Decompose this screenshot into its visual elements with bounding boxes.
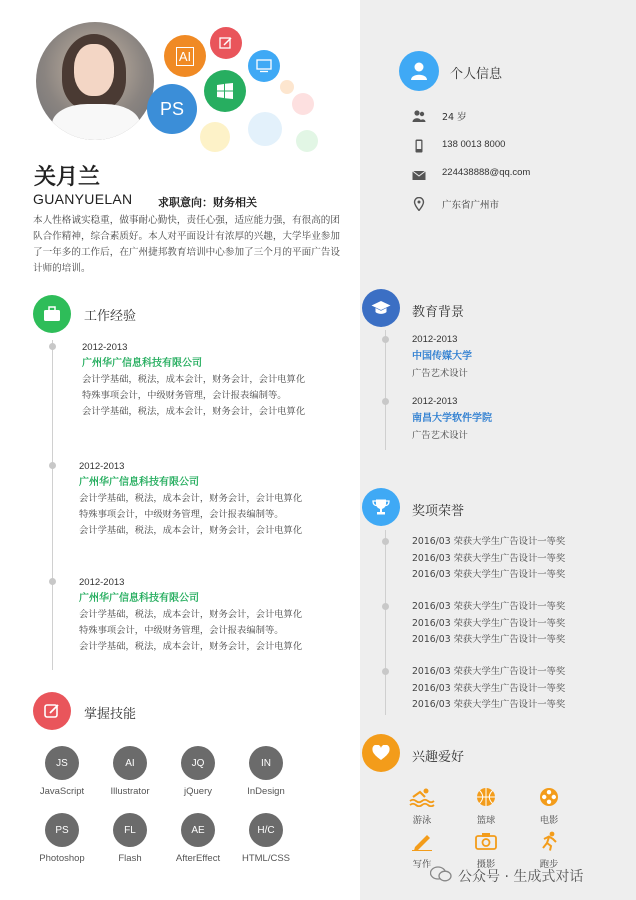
- job-desc: 会计学基础，税法，成本会计，财务会计，会计电算化: [79, 609, 303, 620]
- job-company: 广州华广信息科技有限公司: [79, 593, 199, 604]
- decor-circle: [292, 93, 314, 115]
- skill-badge: FL: [113, 813, 147, 847]
- skill-label: InDesign: [247, 786, 285, 797]
- self-intro: 本人性格诚实稳重，做事耐心勤快，责任心强，适应能力强，有很高的团队合作精神，综合素质好。本人对平面设计有浓厚的兴趣，大学毕业参加了一年多的工作后，在广州捷邦教育培训中心参加了三个月的平面广告设计师的培训。: [33, 215, 340, 274]
- section-title-personal: 个人信息: [450, 67, 503, 82]
- award-group: [412, 534, 565, 584]
- running-icon: [536, 830, 562, 852]
- job-entry: [79, 459, 339, 539]
- job-company: 广州华广信息科技有限公司: [82, 358, 202, 369]
- job-desc: 会计学基础，税法，成本会计，财务会计，会计电算化: [79, 493, 303, 504]
- watermark-text: 公众号 · 生成式对话: [458, 869, 584, 885]
- wechat-icon: [430, 866, 452, 886]
- hobby-item: [524, 830, 574, 870]
- job-company: 广州华广信息科技有限公司: [79, 477, 199, 488]
- skill-badge: JQ: [181, 746, 215, 780]
- info-age: 24 岁: [442, 112, 467, 123]
- skill-item: [226, 746, 306, 797]
- edu-major: 广告艺术设计: [412, 430, 468, 441]
- job-entry: [82, 340, 342, 420]
- skill-label: Illustrator: [110, 786, 150, 797]
- award-item: 2016/03 荣获大学生广告设计一等奖: [412, 617, 566, 629]
- skill-badge: AI: [113, 746, 147, 780]
- job-desc: 会计学基础，税法，成本会计，财务会计，会计电算化: [82, 406, 306, 417]
- info-email: 224438888@qq.com: [442, 167, 531, 178]
- avatar: [36, 22, 154, 140]
- skill-label: JavaScript: [39, 786, 85, 797]
- education-entry: [412, 331, 612, 382]
- timeline-line: [52, 340, 53, 670]
- job-year: 2012-2013: [82, 342, 128, 353]
- hobby-item: [461, 786, 511, 826]
- decor-circle: [248, 112, 282, 146]
- info-location: 广东省广州市: [442, 200, 500, 211]
- hobby-item: [397, 786, 447, 826]
- timeline-dot: [382, 398, 389, 405]
- decor-circle: [280, 80, 294, 94]
- hobby-label: 电影: [539, 815, 559, 826]
- job-year: 2012-2013: [79, 577, 125, 588]
- job-desc: 特殊事项会计，中级财务管理，会计报表编制等。: [79, 509, 284, 520]
- award-item: 2016/03 荣获大学生广告设计一等奖: [412, 699, 566, 710]
- timeline-dot: [382, 668, 389, 675]
- edit-bubble-icon: [210, 27, 242, 59]
- heart-icon: [362, 734, 400, 772]
- timeline-dot: [49, 578, 56, 585]
- film-reel-icon: [536, 786, 562, 808]
- trophy-icon: [362, 488, 400, 526]
- job-year: 2012-2013: [79, 461, 125, 472]
- pencil-square-icon: [33, 692, 71, 730]
- skill-label: HTML/CSS: [241, 853, 291, 864]
- section-title-work: 工作经验: [84, 309, 137, 324]
- watermark: [430, 866, 583, 886]
- award-item: 2016/03 荣获大学生广告设计一等奖: [412, 569, 566, 580]
- job-desc: 特殊事项会计，中级财务管理，会计报表编制等。: [79, 625, 284, 636]
- award-group: [412, 664, 565, 714]
- skill-label: Photoshop: [39, 853, 85, 864]
- swimming-icon: [409, 786, 435, 808]
- timeline-dot: [382, 336, 389, 343]
- users-icon: [412, 108, 426, 122]
- phone-icon: [412, 138, 426, 152]
- section-title-education: 教育背景: [412, 305, 465, 320]
- skill-label: jQuery: [184, 786, 212, 797]
- timeline-line: [385, 530, 386, 715]
- job-desc: 会计学基础，税法，成本会计，财务会计，会计电算化: [82, 374, 306, 385]
- mail-icon: [412, 167, 426, 181]
- skill-badge: AE: [181, 813, 215, 847]
- hobby-label: 摄影: [476, 859, 496, 870]
- skill-item: [226, 813, 306, 864]
- hobby-label: 游泳: [412, 815, 432, 826]
- timeline-dot: [49, 462, 56, 469]
- name: 关月兰: [34, 165, 101, 190]
- hobby-label: 跑步: [539, 859, 559, 870]
- skill-badge: H/C: [249, 813, 283, 847]
- job-desc: 会计学基础，税法，成本会计，财务会计，会计电算化: [79, 525, 303, 536]
- ps-bubble-icon: PS: [147, 84, 197, 134]
- award-group: [412, 599, 565, 649]
- info-phone: 138 0013 8000: [442, 139, 506, 150]
- skill-badge: IN: [249, 746, 283, 780]
- skill-label: AfterEffect: [175, 853, 221, 864]
- hobby-label: 篮球: [476, 815, 496, 826]
- writing-icon: [409, 830, 435, 852]
- job-intention: 求职意向：财务相关: [158, 196, 257, 209]
- hobby-item: [461, 830, 511, 870]
- skill-label: Flash: [118, 853, 142, 864]
- decor-circle: [200, 122, 230, 152]
- timeline-dot: [382, 603, 389, 610]
- name-pinyin: GUANYUELAN: [33, 191, 133, 207]
- camera-icon: [473, 830, 499, 852]
- decor-circle: [296, 130, 318, 152]
- right-panel: [360, 0, 636, 900]
- award-item: 2016/03 荣获大学生广告设计一等奖: [412, 634, 566, 645]
- windows-bubble-icon: [204, 70, 246, 112]
- award-item: 2016/03 荣获大学生广告设计一等奖: [412, 601, 566, 612]
- section-title-skills: 掌握技能: [84, 707, 137, 722]
- edu-major: 广告艺术设计: [412, 368, 468, 379]
- hobby-label: 写作: [412, 859, 432, 870]
- award-item: 2016/03 荣获大学生广告设计一等奖: [412, 536, 566, 547]
- award-item: 2016/03 荣获大学生广告设计一等奖: [412, 682, 566, 694]
- job-desc: 特殊事项会计，中级财务管理，会计报表编制等。: [82, 390, 287, 401]
- hobby-item: [524, 786, 574, 826]
- ai-bubble-icon: AI: [164, 35, 206, 77]
- timeline-dot: [49, 343, 56, 350]
- edu-year: 2012-2013: [412, 334, 458, 345]
- edu-year: 2012-2013: [412, 396, 458, 407]
- education-entry: [412, 393, 612, 444]
- edu-school: 中国传媒大学: [412, 351, 472, 362]
- section-title-awards: 奖项荣誉: [412, 504, 465, 519]
- skill-badge: JS: [45, 746, 79, 780]
- location-pin-icon: [412, 196, 426, 210]
- hobby-item: [397, 830, 447, 870]
- award-item: 2016/03 荣获大学生广告设计一等奖: [412, 666, 566, 677]
- monitor-bubble-icon: [248, 50, 280, 82]
- briefcase-icon: [33, 295, 71, 333]
- skill-badge: PS: [45, 813, 79, 847]
- job-desc: 会计学基础，税法，成本会计，财务会计，会计电算化: [79, 641, 303, 652]
- timeline-line: [385, 330, 386, 450]
- graduation-cap-icon: [362, 289, 400, 327]
- award-item: 2016/03 荣获大学生广告设计一等奖: [412, 552, 566, 564]
- basketball-icon: [473, 786, 499, 808]
- section-title-hobbies: 兴趣爱好: [412, 750, 465, 765]
- job-entry: [79, 575, 339, 655]
- edu-school: 南昌大学软件学院: [412, 413, 492, 424]
- person-icon: [399, 51, 439, 91]
- timeline-dot: [382, 538, 389, 545]
